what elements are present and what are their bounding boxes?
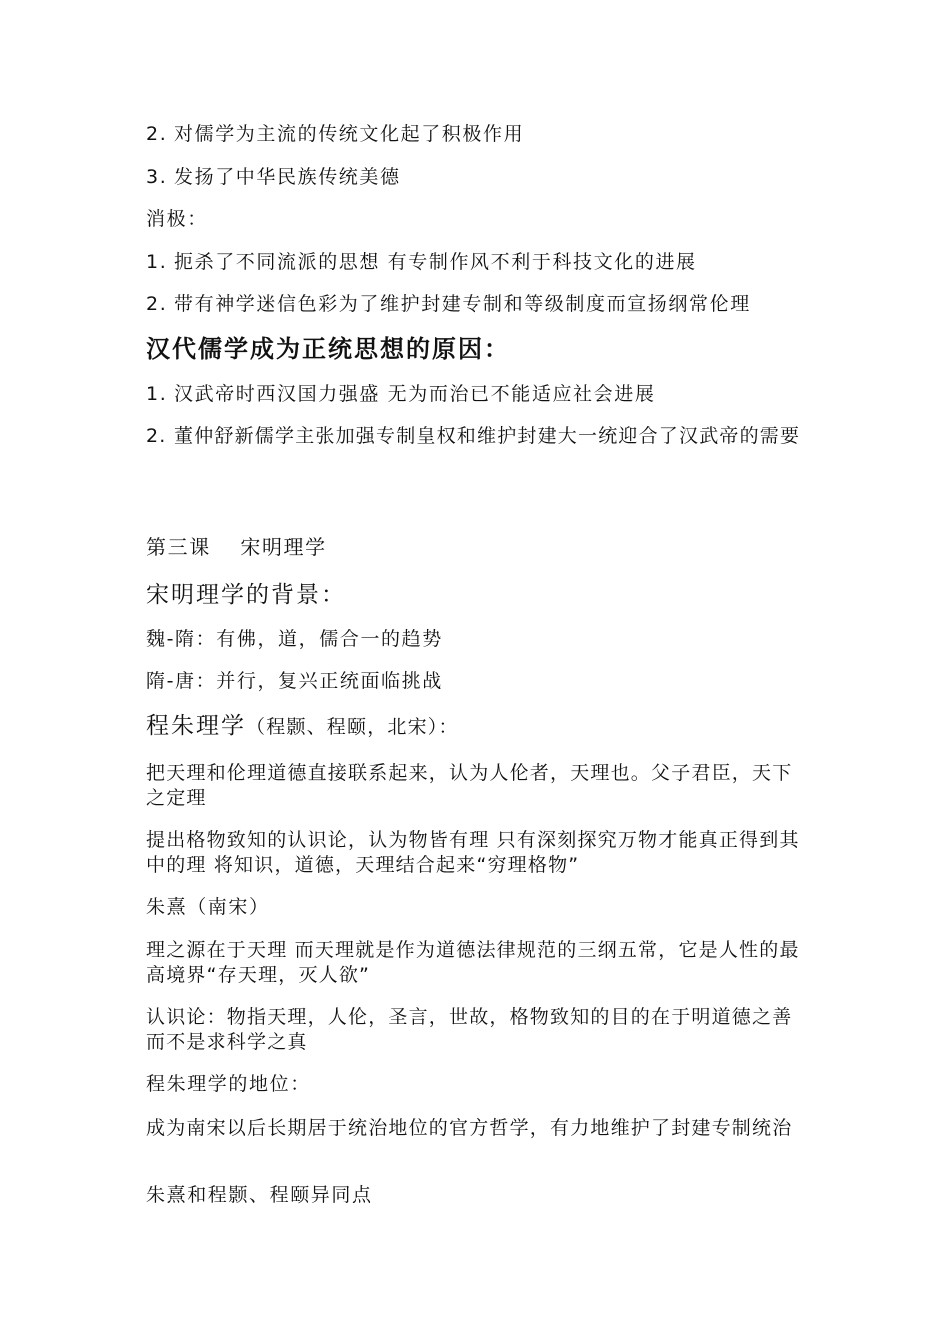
list-item: 2. 董仲舒新儒学主张加强专制皇权和维护封建大一统迎合了汉武帝的需要 [146,425,801,447]
section-heading: 宋明理学的背景： [146,582,346,608]
text-line: 隋-唐：并行，复兴正统面临挑战 [146,670,443,692]
paragraph: 认识论：物指天理，人伦，圣言，世故，格物致知的目的在于明道德之善而不是求科学之真 [146,1006,793,1053]
text-line: 魏-隋：有佛，道，儒合一的趋势 [146,628,443,650]
list-item: 2. 带有神学迷信色彩为了维护封建专制和等级制度而宣扬纲常伦理 [146,293,751,315]
paragraph: 成为南宋以后长期居于统治地位的官方哲学，有力地维护了封建专制统治 [146,1117,793,1139]
list-item: 1. 扼杀了不同流派的思想 有专制作风不利于科技文化的进展 [146,251,697,273]
paragraph: 提出格物致知的认识论，认为物皆有理 只有深刻探究万物才能真正得到其中的理 将知识，道德，天理结合起来“穷理格物” [146,829,800,876]
lesson-title: 第三课 宋明理学 [146,535,327,559]
list-item: 1. 汉武帝时西汉国力强盛 无为而治已不能适应社会进展 [146,383,656,405]
subsection-label: 程朱理学的地位： [146,1073,311,1095]
paragraph: 理之源在于天理 而天理就是作为道德法律规范的三纲五常，它是人性的最高境界“存天理，灭人欲” [146,939,800,986]
paragraph: 把天理和伦理道德直接联系起来，认为人伦者，天理也。父子君臣，天下之定理 [146,762,793,809]
subsection-label: 朱熹（南宋） [146,896,270,918]
section-heading: 汉代儒学成为正统思想的原因： [146,335,510,363]
section-heading: 程朱理学（程颢、程颐，北宋）： [146,713,459,739]
negative-label: 消极： [146,208,208,230]
list-item: 2. 对儒学为主流的传统文化起了积极作用 [146,123,525,145]
subsection-label: 朱熹和程颢、程颐异同点 [146,1184,373,1206]
list-item: 3. 发扬了中华民族传统美德 [146,166,401,188]
